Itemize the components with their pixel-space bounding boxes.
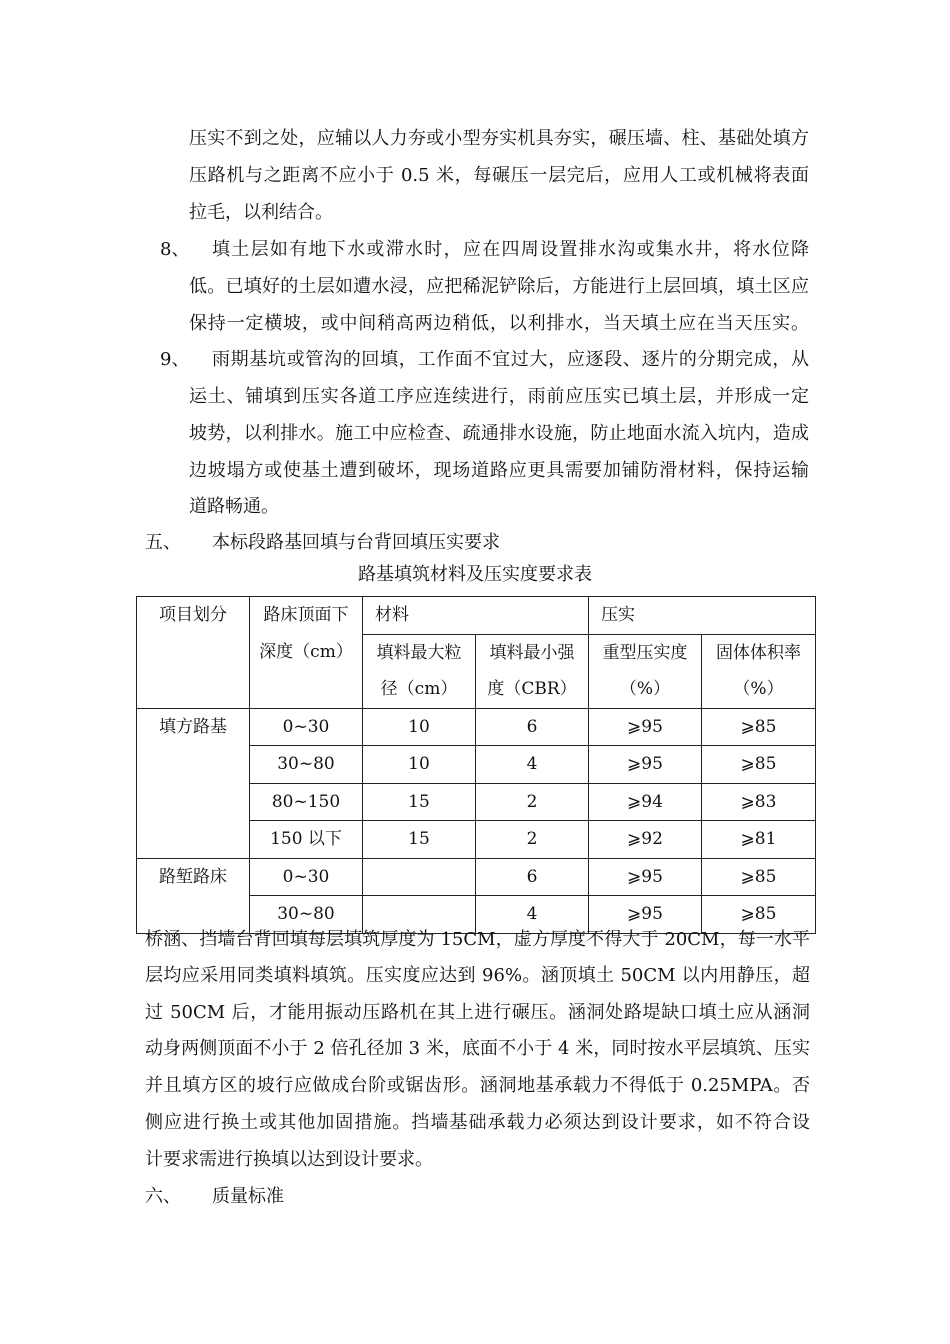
paragraph-line: 拉毛，以利结合。 <box>189 202 333 223</box>
cell-heavy-compaction: ⩾92 <box>589 821 702 859</box>
cell-depth: 0~30 <box>250 858 363 896</box>
cell-max-size: 10 <box>363 708 476 746</box>
cell-depth: 0~30 <box>250 708 363 746</box>
item-number-8: 8、 <box>160 239 190 260</box>
header-solid-volume-line1: 固体体积率 <box>702 634 816 671</box>
cell-min-cbr: 6 <box>476 858 589 896</box>
item9-line: 坡势，以利排水。施工中应检查、疏通排水设施，防止地面水流入坑内，造成 <box>189 423 809 444</box>
cell-min-cbr: 4 <box>476 896 589 934</box>
paragraph-line: 并且填方区的坡行应做成台阶或锯齿形。涵洞地基承载力不得低于 0.25MPA。否 <box>145 1075 810 1096</box>
paragraph-line: 层均应采用同类填料填筑。压实度应达到 96%。涵顶填土 50CM 以内用静压，超 <box>145 965 810 986</box>
table-caption: 路基填筑材料及压实度要求表 <box>358 564 592 585</box>
cell-depth: 150 以下 <box>250 821 363 859</box>
cell-heavy-compaction: ⩾95 <box>589 746 702 784</box>
table-header-row <box>137 597 816 635</box>
table-row <box>137 708 816 746</box>
cell-heavy-compaction: ⩾95 <box>589 858 702 896</box>
header-max-size-line1: 填料最大粒 <box>363 634 476 671</box>
item8-line: 保持一定横坡，或中间稍高两边稍低，以利排水，当天填土应在当天压实。 <box>189 313 809 334</box>
paragraph-line: 压路机与之距离不应小于 0.5 米，每碾压一层完后，应用人工或机械将表面 <box>189 165 809 186</box>
table-row <box>137 746 816 784</box>
cell-depth: 30~80 <box>250 896 363 934</box>
cell-depth: 80~150 <box>250 783 363 821</box>
cell-solid-volume: ⩾85 <box>702 708 816 746</box>
cell-max-size: 15 <box>363 821 476 859</box>
item8-line: 低。已填好的土层如遭水浸，应把稀泥铲除后，方能进行上层回填，填土区应 <box>189 276 809 297</box>
table-row <box>137 821 816 859</box>
cell-solid-volume: ⩾85 <box>702 746 816 784</box>
table-header-row <box>137 634 816 671</box>
header-depth-line1: 路床顶面下 <box>250 597 363 635</box>
cell-heavy-compaction: ⩾94 <box>589 783 702 821</box>
item-number-9: 9、 <box>160 349 190 370</box>
cell-min-cbr: 4 <box>476 746 589 784</box>
cell-max-size: 10 <box>363 746 476 784</box>
compaction-requirements-table <box>136 596 816 934</box>
paragraph-line: 压实不到之处，应辅以人力夯或小型夯实机具夯实，碾压墙、柱、基础处填方 <box>189 128 809 149</box>
section-6-title: 质量标准 <box>212 1186 284 1207</box>
header-category-cont <box>137 634 250 671</box>
header-solid-volume-line2: （%） <box>702 671 816 708</box>
header-depth-cont <box>250 671 363 708</box>
item9-line: 雨期基坑或管沟的回填，工作面不宜过大，应逐段、逐片的分期完成，从 <box>212 349 809 370</box>
group-name-cont <box>137 746 250 784</box>
header-material: 材料 <box>363 597 589 635</box>
table-row <box>137 858 816 896</box>
cell-max-size <box>363 858 476 896</box>
group-name: 填方路基 <box>137 708 250 746</box>
cell-min-cbr: 2 <box>476 821 589 859</box>
group-name-cont <box>137 821 250 859</box>
group-name: 路堑路床 <box>137 858 250 896</box>
section-5-number: 五、 <box>145 532 181 553</box>
cell-depth: 30~80 <box>250 746 363 784</box>
header-heavy-compaction-line1: 重型压实度 <box>589 634 702 671</box>
cell-min-cbr: 2 <box>476 783 589 821</box>
header-min-cbr-line2: 度（CBR） <box>476 671 589 708</box>
paragraph-line: 计要求需进行换填以达到设计要求。 <box>145 1149 433 1170</box>
cell-max-size: 15 <box>363 783 476 821</box>
cell-heavy-compaction: ⩾95 <box>589 708 702 746</box>
paragraph-line: 过 50CM 后，才能用振动压路机在其上进行碾压。涵洞处路堤缺口填土应从涵洞 <box>145 1002 810 1023</box>
table-header-row <box>137 671 816 708</box>
item9-line: 边坡塌方或使基土遭到破坏，现场道路应更具需要加铺防滑材料，保持运输 <box>189 460 809 481</box>
header-heavy-compaction-line2: （%） <box>589 671 702 708</box>
cell-solid-volume: ⩾83 <box>702 783 816 821</box>
item9-line: 运土、铺填到压实各道工序应连续进行，雨前应压实已填土层，并形成一定 <box>189 386 809 407</box>
table-row <box>137 783 816 821</box>
cell-heavy-compaction: ⩾95 <box>589 896 702 934</box>
header-category: 项目划分 <box>137 597 250 635</box>
header-min-cbr-line1: 填料最小强 <box>476 634 589 671</box>
cell-solid-volume: ⩾85 <box>702 858 816 896</box>
cell-solid-volume: ⩾85 <box>702 896 816 934</box>
section-6-number: 六、 <box>145 1186 181 1207</box>
section-5-title: 本标段路基回填与台背回填压实要求 <box>212 532 500 553</box>
paragraph-line: 桥涵、挡墙台背回填每层填筑厚度为 15CM，虚方厚度不得大于 20CM，每一水平 <box>145 929 810 950</box>
item8-line: 填土层如有地下水或滞水时，应在四周设置排水沟或集水井，将水位降 <box>212 239 809 260</box>
header-category-cont <box>137 671 250 708</box>
cell-solid-volume: ⩾81 <box>702 821 816 859</box>
header-compaction: 压实 <box>589 597 816 635</box>
cell-min-cbr: 6 <box>476 708 589 746</box>
paragraph-line: 侧应进行换土或其他加固措施。挡墙基础承载力必须达到设计要求，如不符合设 <box>145 1112 810 1133</box>
group-name-cont <box>137 783 250 821</box>
header-depth-line2: 深度（cm） <box>250 634 363 671</box>
paragraph-line: 动身两侧顶面不小于 2 倍孔径加 3 米，底面不小于 4 米，同时按水平层填筑、压实 <box>145 1038 810 1059</box>
header-max-size-line2: 径（cm） <box>363 671 476 708</box>
item9-line: 道路畅通。 <box>189 496 279 517</box>
